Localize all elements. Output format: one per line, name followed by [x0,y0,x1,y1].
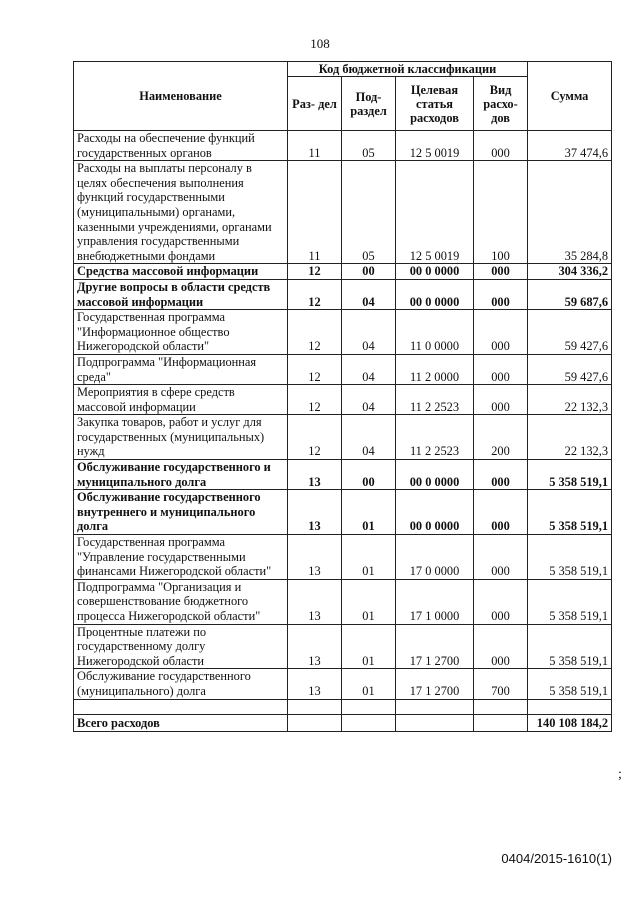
table-row [74,535,612,580]
row-sum: 5 358 519,1 [528,669,612,699]
row-expense-type: 000 [474,490,528,535]
row-section: 12 [288,264,342,280]
row-expense-type: 000 [474,385,528,415]
row-target: 17 1 0000 [396,579,474,624]
header-target: Целевая статья расходов [396,77,474,131]
row-expense-type: 000 [474,579,528,624]
row-target: 17 0 0000 [396,535,474,580]
row-target: 12 5 0019 [396,131,474,161]
row-name: Другие вопросы в области средств массовой информации [74,279,288,309]
row-sum: 22 132,3 [528,385,612,415]
table-row [74,669,612,699]
row-sum: 35 284,8 [528,161,612,264]
row-sum: 5 358 519,1 [528,579,612,624]
header-name: Наименование [74,62,288,131]
row-subsection: 01 [342,624,396,669]
row-subsection: 05 [342,161,396,264]
row-name: Расходы на обеспечение функций государственных органов [74,131,288,161]
row-target: 00 0 0000 [396,490,474,535]
row-sum: 5 358 519,1 [528,624,612,669]
row-target: 00 0 0000 [396,279,474,309]
table-row [74,264,612,280]
table-row [74,579,612,624]
table-row [74,490,612,535]
header-code-group: Код бюджетной классификации [288,62,528,77]
row-target: 17 1 2700 [396,669,474,699]
row-section: 12 [288,385,342,415]
row-sum: 59 427,6 [528,310,612,355]
row-expense-type: 000 [474,354,528,384]
row-subsection: 01 [342,490,396,535]
trailing-semicolon: ; [618,767,622,782]
row-section: 13 [288,624,342,669]
header-sum: Сумма [528,62,612,131]
row-subsection: 05 [342,131,396,161]
row-name: Мероприятия в сфере средств массовой информации [74,385,288,415]
row-section: 13 [288,490,342,535]
row-name: Подпрограмма "Организация и совершенствование бюджетного процесса Нижегородской области" [74,579,288,624]
row-subsection: 04 [342,279,396,309]
total-sum: 140 108 184,2 [528,714,612,731]
row-section: 12 [288,279,342,309]
row-name: Расходы на выплаты персоналу в целях обеспечения выполнения функций государственными (муниципальными) органами, казенными учреждениями, органами управления государственными внебюджетными фондами [74,161,288,264]
row-subsection: 01 [342,535,396,580]
row-subsection: 04 [342,310,396,355]
table-row [74,131,612,161]
row-subsection: 01 [342,669,396,699]
page-number: 108 [310,36,330,51]
row-sum: 59 687,6 [528,279,612,309]
row-expense-type: 000 [474,535,528,580]
total-label: Всего расходов [74,714,288,731]
row-target: 11 0 0000 [396,310,474,355]
row-name: Обслуживание государственного (муниципального) долга [74,669,288,699]
document-code: 0404/2015-1610(1) [501,851,612,866]
row-section: 13 [288,669,342,699]
row-expense-type: 700 [474,669,528,699]
budget-table [73,61,612,732]
row-subsection: 04 [342,385,396,415]
total-row [74,714,612,731]
row-section: 13 [288,535,342,580]
row-subsection: 04 [342,415,396,460]
row-target: 12 5 0019 [396,161,474,264]
header-subsection: Под- раздел [342,77,396,131]
row-sum: 304 336,2 [528,264,612,280]
row-sum: 59 427,6 [528,354,612,384]
row-target: 00 0 0000 [396,460,474,490]
row-target: 11 2 0000 [396,354,474,384]
empty-row [74,699,612,714]
row-expense-type: 000 [474,279,528,309]
row-subsection: 00 [342,264,396,280]
header-section: Раз- дел [288,77,342,131]
row-subsection: 01 [342,579,396,624]
row-name: Закупка товаров, работ и услуг для государственных (муниципальных) нужд [74,415,288,460]
row-expense-type: 000 [474,624,528,669]
row-expense-type: 000 [474,460,528,490]
table-row [74,354,612,384]
table-row [74,161,612,264]
row-target: 11 2 2523 [396,385,474,415]
row-section: 13 [288,579,342,624]
table-row [74,310,612,355]
row-name: Государственная программа "Управление государственными финансами Нижегородской области" [74,535,288,580]
row-expense-type: 000 [474,131,528,161]
row-target: 11 2 2523 [396,415,474,460]
row-expense-type: 000 [474,264,528,280]
row-target: 17 1 2700 [396,624,474,669]
row-sum: 22 132,3 [528,415,612,460]
row-name: Подпрограмма "Информационная среда" [74,354,288,384]
row-section: 11 [288,131,342,161]
row-expense-type: 100 [474,161,528,264]
row-name: Процентные платежи по государственному долгу Нижегородской области [74,624,288,669]
row-sum: 5 358 519,1 [528,460,612,490]
row-sum: 37 474,6 [528,131,612,161]
header-row-top [74,62,612,77]
row-expense-type: 200 [474,415,528,460]
row-subsection: 00 [342,460,396,490]
header-expense-type: Вид расхо- дов [474,77,528,131]
row-name: Средства массовой информации [74,264,288,280]
row-name: Государственная программа "Информационное общество Нижегородской области" [74,310,288,355]
table-row [74,624,612,669]
row-expense-type: 000 [474,310,528,355]
row-name: Обслуживание государственного и муниципального долга [74,460,288,490]
table-row [74,279,612,309]
row-name: Обслуживание государственного внутреннего и муниципального долга [74,490,288,535]
table-row [74,415,612,460]
row-sum: 5 358 519,1 [528,535,612,580]
table-row [74,460,612,490]
table-body [74,131,612,700]
row-section: 12 [288,415,342,460]
row-subsection: 04 [342,354,396,384]
row-sum: 5 358 519,1 [528,490,612,535]
row-section: 11 [288,161,342,264]
row-section: 12 [288,354,342,384]
row-section: 13 [288,460,342,490]
table-row [74,385,612,415]
row-section: 12 [288,310,342,355]
row-target: 00 0 0000 [396,264,474,280]
